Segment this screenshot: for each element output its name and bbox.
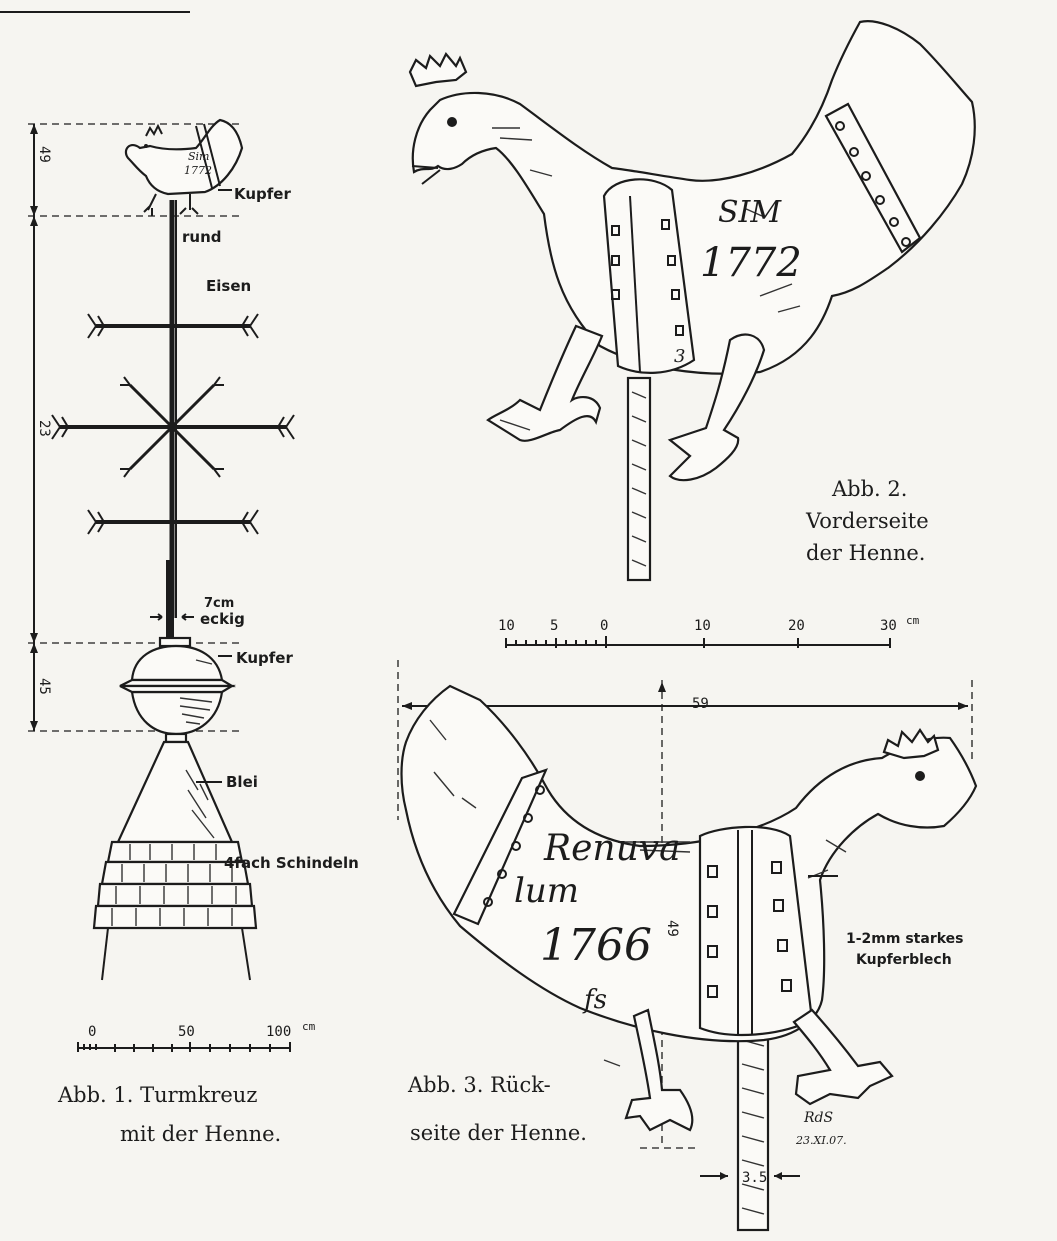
fig1-caption-2: mit der Henne. [120,1122,282,1146]
scale2-tick-5: 5 [550,618,559,634]
fig1-scale-unit: cm [302,1020,316,1033]
fig1-dim-bottom: 45 [36,678,52,695]
fig2-caption-1: Abb. 2. [832,477,908,501]
fig1-scale-0: 0 [88,1024,97,1040]
fig1-hen-inscription-1: Sim [188,150,210,163]
fig2-inscription-2: 1772 [700,240,802,286]
scale2-unit: cm [906,614,920,627]
fig3-dim-width: 59 [692,696,709,712]
fig3-inscription-1: Renuva [544,828,681,869]
fig1-dim-middle: 23 [36,420,52,437]
fig3-inscription-2: lum [514,871,580,911]
fig3-signature-mono: RdS [804,1110,834,1126]
fig3-caption-2: seite der Henne. [410,1121,587,1145]
fig1-label-eisen: Eisen [206,277,252,295]
fig1-dim-top: 49 [36,146,52,163]
fig1-caption-1: Abb. 1. Turmkreuz [58,1083,258,1107]
fig1-hen-inscription-2: 1772 [184,164,212,177]
fig1-label-eckig: eckig [200,610,245,628]
fig2-inscription-breast: 3 [674,346,686,367]
fig1-label-7cm: 7cm [204,596,235,611]
fig3-inscription-4: fs [584,985,607,1015]
fig1-label-blei: Blei [226,773,258,791]
fig1-tower-cross [28,120,294,1052]
fig3-label-line2: Kupferblech [856,952,952,968]
fig1-copper-ball [120,638,232,734]
fig2-caption-2: Vorderseite [806,509,929,533]
fig3-signature-date: 23.XI.07. [796,1134,847,1147]
fig3-dim-post: 3.5 [742,1170,768,1186]
fig3-inscription-3: 1766 [540,920,652,971]
fig1-scale-50: 50 [178,1024,195,1040]
fig1-label-kupfer-top: Kupfer [234,185,291,203]
scale-bar-2 [506,636,890,648]
fig1-scale-bar [78,1042,290,1052]
fig3-label-line1: 1-2mm starkes [846,931,964,947]
fig3-caption-1: Abb. 3. Rück- [408,1073,551,1097]
fig1-label-rund: rund [182,228,222,246]
fig3-dim-height: 49 [664,920,680,937]
scale2-tick-10: 10 [694,618,711,634]
scale2-tick-30: 30 [880,618,897,634]
fig2-caption-3: der Henne. [806,541,926,565]
scale2-tick-20: 20 [788,618,805,634]
fig1-lead-cone [118,734,232,842]
scale2-tick-0: 0 [600,618,609,634]
scale2-tick-10-left: 10 [498,618,515,634]
fig1-label-kupfer-ball: Kupfer [236,649,293,667]
fig1-label-schindeln: 4fach Schindeln [224,854,359,872]
fig1-scale-100: 100 [266,1024,292,1040]
fig2-inscription-1: SIM [718,195,782,230]
